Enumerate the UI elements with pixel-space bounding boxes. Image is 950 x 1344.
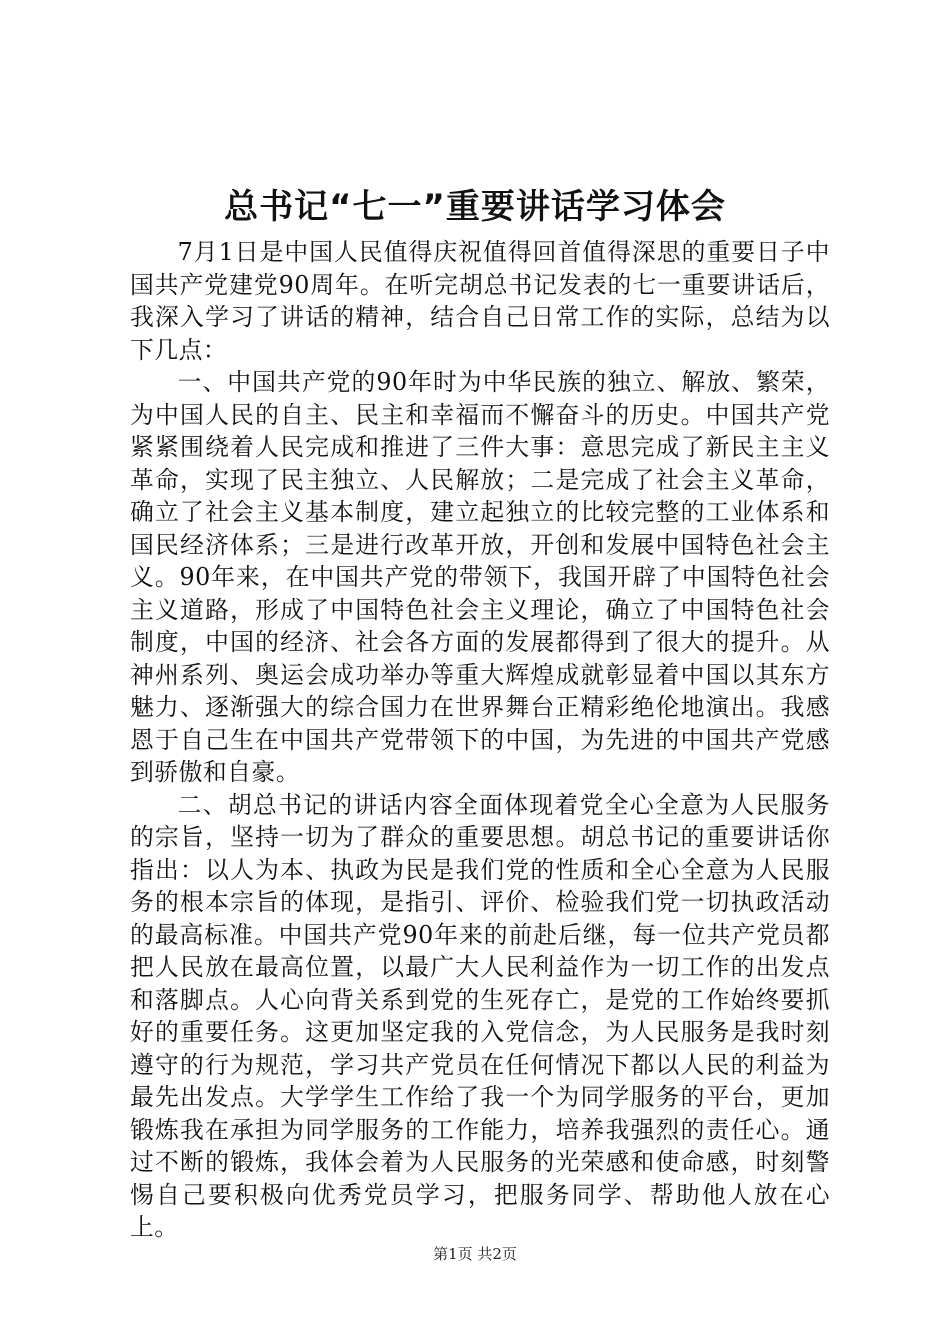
document-title: 总书记“七一”重要讲话学习体会 bbox=[224, 187, 726, 227]
document-body bbox=[130, 236, 830, 1244]
paragraph-point-two: 二、胡总书记的讲话内容全面体现着党全心全意为人民服务的宗旨，坚持一切为了群众的重要思想。胡总书记的重要讲话你指出：以人为本、执政为民是我们党的性质和全心全意为人民服务的根本宗旨的体现，是指引、评价、检验我们党一切执政活动的最高标准。中国共产党90年来的前赴后继，每一位共产党员都把人民放在最高位置，以最广大人民利益作为一切工作的出发点和落脚点。人心向背关系到党的生死存亡，是党的工作始终要抓好的重要任务。这更加坚定我的入党信念，为人民服务是我时刻遵守的行为规范，学习共产党员在任何情况下都以人民的利益为最先出发点。大学学生工作给了我一个为同学服务的平台，更加锻炼我在承担为同学服务的工作能力，培养我强烈的责任心。通过不断的锻炼，我体会着为人民服务的光荣感和使命感，时刻警惕自己要积极向优秀党员学习，把服务同学、帮助他人放在心上。 bbox=[130, 790, 830, 1241]
paragraph-intro: 7月1日是中国人民值得庆祝值得回首值得深思的重要日子中国共产党建党90周年。在听完胡总书记发表的七一重要讲话后，我深入学习了讲话的精神，结合自己日常工作的实际，总结为以下几点： bbox=[130, 238, 830, 364]
paragraph-point-one: 一、中国共产党的90年时为中华民族的独立、解放、繁荣，为中国人民的自主、民主和幸福而不懈奋斗的历史。中国共产党紧紧围绕着人民完成和推进了三件大事：意思完成了新民主主义革命，实现了民主独立、人民解放；二是完成了社会主义革命，确立了社会主义基本制度，建立起独立的比较完整的工业体系和国民经济体系；三是进行改革开放，开创和发展中国特色社会主义。90年来，在中国共产党的带领下，我国开辟了中国特色社会主义道路，形成了中国特色社会主义理论，确立了中国特色社会制度，中国的经济、社会各方面的发展都得到了很大的提升。从神州系列、奥运会成功举办等重大辉煌成就彰显着中国以其东方魅力、逐渐强大的综合国力在世界舞台正精彩绝伦地演出。我感恩于自己生在中国共产党带领下的中国，为先进的中国共产党感到骄傲和自豪。 bbox=[130, 368, 830, 786]
page-number-footer: 第1页 共2页 bbox=[433, 1245, 517, 1263]
